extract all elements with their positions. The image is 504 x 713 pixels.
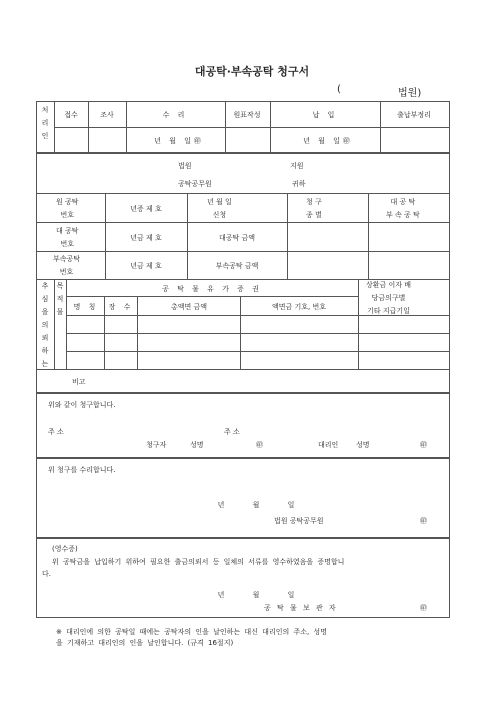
header-receipt: 접수 [64, 111, 78, 119]
footnote-line2: 을 기재하고 대리인의 인을 날인합니다. (규격 16절지) [56, 639, 234, 647]
custodian-seal: ㊞ [420, 604, 427, 612]
date-receipt: 년 월 일㊞ [154, 137, 204, 145]
addressee-branch: 지원 [290, 162, 304, 170]
col-count: 장 수 [108, 303, 134, 311]
attached-deposit-label: 부속공탁 번호 [53, 255, 81, 276]
attached-deposit-number: 년금 제 호 [130, 262, 162, 270]
col-total-face: 총액면 금액 [170, 303, 208, 311]
substitute-deposit-label: 대 공탁 번호 [56, 227, 79, 248]
deposit-kind-options: 대 공 탁 부 속 공 탁 [386, 198, 420, 219]
addressee-honorific: 귀하 [292, 180, 306, 188]
collection-side-label: 추 심 을 의 뢰 하 는 [41, 282, 49, 368]
request-statement: 위와 같이 청구합니다. [48, 401, 116, 409]
addressee-court: 법원 [178, 162, 192, 170]
substitute-deposit-amount-label: 대공탁 금액 [218, 234, 256, 242]
agent-address-label: 주 소 [224, 428, 240, 436]
accept-statement: 위 청구를 수리합니다. [48, 466, 116, 474]
repayment-header: 상환금 이자 배 당금의구별 기타 지급기일 [366, 281, 412, 315]
col-face-symbol: 액면금 기호, 번호 [271, 303, 327, 311]
court-open-paren: ( [337, 84, 341, 95]
claimant-label: 청구자 [146, 441, 167, 449]
attached-deposit-amount-label: 부속공탁 금액 [215, 262, 259, 270]
header-review: 조사 [100, 111, 114, 119]
claimant-address-label: 주 소 [48, 428, 64, 436]
receipt-date: 년 월 일 [217, 591, 295, 599]
header-accept: 수 리 [162, 111, 188, 119]
request-type-label: 청 구 종 별 [306, 198, 322, 219]
remarks-label: 비고 [72, 378, 86, 386]
receipt-text-line2: 다. [42, 570, 51, 578]
orig-deposit-label: 원 공탁 번호 [56, 198, 79, 219]
court-label: 법원) [398, 88, 422, 99]
request-date: 년 월 일 신청 [207, 198, 232, 219]
accept-seal: ㊞ [420, 517, 427, 525]
receipt-title: (영수증) [52, 545, 78, 553]
main-form [36, 153, 450, 393]
receipt-text-line1: 위 공탁금을 납입하기 위하여 필요한 출금의뢰서 등 일체의 서류를 영수하였음을 증명합니 [52, 558, 345, 566]
addressee-officer: 공탁공무원 [178, 180, 212, 188]
agent-seal: ㊞ [420, 441, 427, 449]
receipt-box [36, 538, 450, 618]
accept-date: 년 월 일 [217, 501, 295, 509]
claimant-seal: ㊞ [256, 441, 263, 449]
header-ledger-write: 원표작성 [233, 111, 261, 119]
processor-side-label: 처 리 인 [41, 106, 49, 140]
footnote-line1: ※ 대리인에 의한 공탁일 때에는 공탁자의 인을 날인하는 대신 대리인의 주소, 성명 [56, 628, 327, 636]
object-side-label: 목 적 물 [56, 282, 64, 316]
accept-officer: 법원 공탁공무원 [274, 517, 324, 525]
col-name: 명 칭 [73, 303, 99, 311]
agent-label: 대리인 [318, 441, 339, 449]
document-title: 대공탁·부속공탁 청구서 [194, 65, 310, 78]
claimant-name-label: 성명 [190, 441, 204, 449]
header-payment: 납 입 [312, 111, 338, 119]
date-payment: 년 월 일㊞ [303, 137, 353, 145]
securities-header: 공 탁 물 유 가 증 권 [162, 285, 262, 293]
agent-name-label: 성명 [356, 441, 370, 449]
custodian-label: 공 탁 물 보 관 자 [264, 604, 338, 612]
orig-deposit-number: 년증 제 호 [130, 205, 162, 213]
header-cashbook: 출납부정리 [397, 111, 431, 119]
substitute-deposit-number: 년금 제 호 [130, 234, 162, 242]
